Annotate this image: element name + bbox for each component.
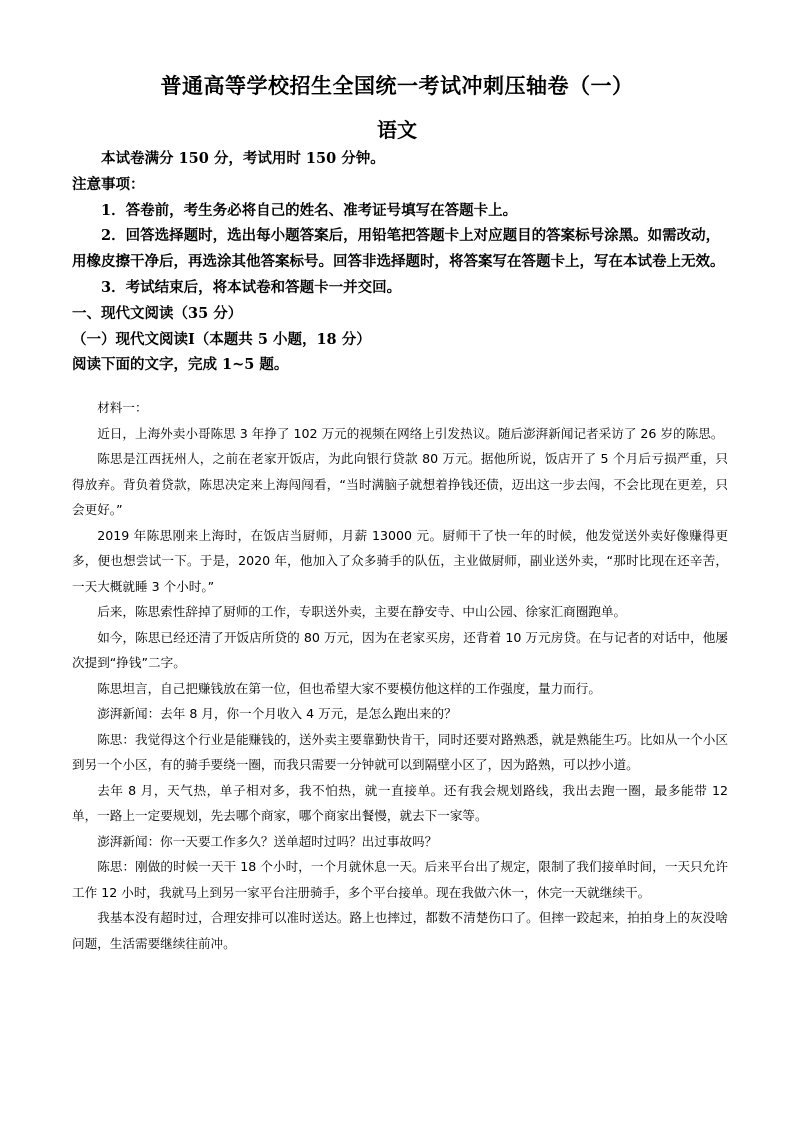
- section-instruction: 阅读下面的文字，完成 1~5 题。: [72, 356, 289, 374]
- passage-paragraph: 澎湃新闻：去年 8 月，你一个月收入 4 万元，是怎么跑出来的？: [97, 706, 457, 721]
- passage-paragraph: 陈思：刚做的时候一天干 18 个小时，一个月就休息一天。后来平台出了规定，限制了我们接单时间，一天只允许工作 12 小时，我就马上到另一家平台注册骑手，多个平台接单。现在我做六休一，休完一天就继续干。: [72, 859, 728, 900]
- material-label: 材料一：: [97, 400, 148, 415]
- subject-title: 语文: [377, 118, 417, 142]
- reading-passage: [72, 395, 728, 956]
- notes-item-2: 2．回答选择题时，选出每小题答案后，用铅笔把答题卡上对应题目的答案标号涂黑。如需改动，用橡皮擦干净后，再选涂其他答案标号。回答非选择题时，将答案写在答题卡上，写在本试卷上无效。: [72, 227, 725, 271]
- notes-item-1: 1．答卷前，考生务必将自己的姓名、准考证号填写在答题卡上。: [101, 201, 518, 219]
- passage-paragraph: 我基本没有超时过，合理安排可以准时送达。路上也摔过，都数不清楚伤口了。但摔一跤起来，拍拍身上的灰没啥问题，生活需要继续往前冲。: [72, 910, 728, 951]
- passage-paragraph: 澎湃新闻：你一天要工作多久？送单超时过吗？出过事故吗？: [97, 833, 438, 849]
- section-title: 一、现代文阅读（35 分）: [72, 304, 243, 322]
- notes-item-3: 3．考试结束后，将本试卷和答题卡一并交回。: [101, 278, 402, 296]
- passage-paragraph: 陈思：我觉得这个行业是能赚钱的，送外卖主要靠勤快肯干，同时还要对路熟悉，就是熟能生巧。比如从一个小区到另一个小区，有的骑手要绕一圈，而我只需要一分钟就可以到隔壁小区了，因为路熟，可以抄小道。: [72, 731, 728, 772]
- exam-intro: 本试卷满分 150 分，考试用时 150 分钟。: [101, 150, 385, 167]
- notes-heading: 注意事项：: [72, 175, 145, 193]
- exam-instructions: [72, 146, 728, 378]
- passage-paragraph: 后来，陈思索性辞掉了厨师的工作，专职送外卖，主要在静安寺、中山公园、徐家汇商圈跑单。: [97, 604, 627, 619]
- passage-paragraph: 近日，上海外卖小哥陈思 3 年挣了 102 万元的视频在网络上引发热议。随后澎湃新闻记者采访了 26 岁的陈思。: [97, 425, 724, 441]
- exam-title: 普通高等学校招生全国统一考试冲刺压轴卷（一）: [160, 73, 634, 98]
- passage-paragraph: 去年 8 月，天气热，单子相对多，我不怕热，就一直接单。还有我会规划路线，我出去跑一圈，最多能带 12 单，一路上一定要规划，先去哪个商家，哪个商家出餐慢，就去下一家等。: [72, 782, 728, 823]
- passage-paragraph: 陈思是江西抚州人，之前在老家开饭店，为此向银行贷款 80 万元。据他所说，饭店开了 5 个月后亏损严重，只得放弃。背负着贷款，陈思决定来上海闯闯看，“当时满脑子就想着挣钱还债，迈出这一步去闯，不会比现在更差，只会更好。”: [72, 451, 728, 517]
- passage-paragraph: 陈思坦言，自己把赚钱放在第一位，但也希望大家不要模仿他这样的工作强度，量力而行。: [97, 680, 601, 696]
- passage-paragraph: 如今，陈思已经还清了开饭店所贷的 80 万元，因为在老家买房，还背着 10 万元房贷。在与记者的对话中，他屡次提到“挣钱”二字。: [72, 629, 728, 670]
- section-subtitle: （一）现代文阅读Ⅰ（本题共 5 小题，18 分）: [72, 330, 371, 348]
- passage-paragraph: 2019 年陈思刚来上海时，在饭店当厨师，月薪 13000 元。厨师干了快一年的时候，他发觉送外卖好像赚得更多，便也想尝试一下。于是，2020 年，他加入了众多骑手的队伍，主业做厨师，副业送外卖，“那时比现在还辛苦，一天大概就睡 3 个小时。”: [72, 527, 728, 594]
